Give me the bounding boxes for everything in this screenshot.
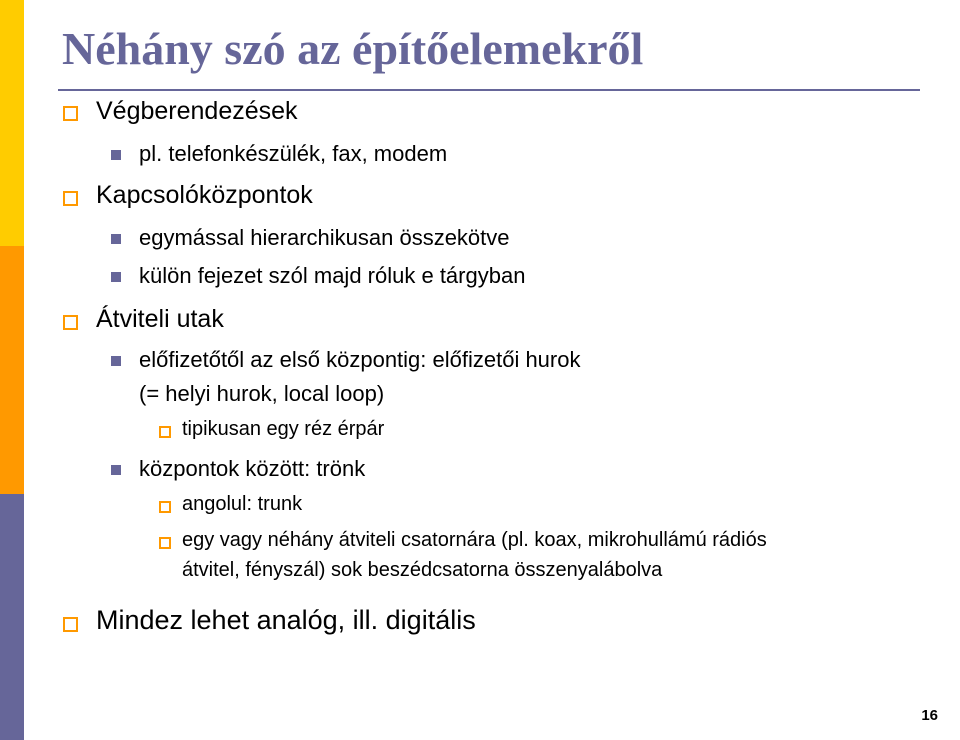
square-bullet-icon bbox=[111, 356, 121, 366]
left-accent-bar-orange bbox=[0, 246, 24, 494]
sub-sub-bullet-copper-pair: tipikusan egy réz érpár bbox=[182, 418, 385, 440]
sub-sub-bullet-multiplexing: egy vagy néhány átviteli csatornára (pl. koax, mikrohullámú rádiós bbox=[182, 529, 767, 551]
hollow-square-bullet-icon bbox=[63, 617, 78, 632]
title-underline bbox=[58, 89, 920, 91]
sub-bullet-local-loop: előfizetőtől az első központig: előfizetői hurok bbox=[139, 347, 581, 372]
sub-bullet-chapter: külön fejezet szól majd róluk e tárgyban bbox=[139, 263, 526, 288]
square-bullet-icon bbox=[111, 150, 121, 160]
hollow-square-bullet-icon bbox=[159, 426, 171, 438]
bullet-analog-digital: Mindez lehet analóg, ill. digitális bbox=[96, 605, 476, 635]
hollow-square-bullet-icon bbox=[159, 537, 171, 549]
bullet-transmission-paths: Átviteli utak bbox=[96, 305, 224, 333]
square-bullet-icon bbox=[111, 465, 121, 475]
sub-sub-bullet-multiplexing-cont: átvitel, fényszál) sok beszédcsatorna összenyalábolva bbox=[182, 559, 663, 581]
sub-bullet-trunk: központok között: trönk bbox=[139, 456, 366, 481]
slide-title: Néhány szó az építőelemekről bbox=[62, 23, 644, 74]
square-bullet-icon bbox=[111, 272, 121, 282]
hollow-square-bullet-icon bbox=[63, 106, 78, 121]
hollow-square-bullet-icon bbox=[63, 191, 78, 206]
left-accent-bar-purple bbox=[0, 494, 24, 740]
left-accent-bar-yellow bbox=[0, 0, 24, 246]
sub-bullet-local-loop-cont: (= helyi hurok, local loop) bbox=[139, 381, 385, 406]
bullet-switching-centers: Kapcsolóközpontok bbox=[96, 181, 313, 209]
sub-sub-bullet-english-trunk: angolul: trunk bbox=[182, 493, 303, 515]
page-number: 16 bbox=[921, 707, 938, 724]
sub-bullet-examples: pl. telefonkészülék, fax, modem bbox=[139, 141, 448, 166]
hollow-square-bullet-icon bbox=[159, 501, 171, 513]
square-bullet-icon bbox=[111, 234, 121, 244]
sub-bullet-hierarchy: egymással hierarchikusan összekötve bbox=[139, 225, 510, 250]
bullet-end-devices: Végberendezések bbox=[96, 97, 298, 125]
hollow-square-bullet-icon bbox=[63, 315, 78, 330]
